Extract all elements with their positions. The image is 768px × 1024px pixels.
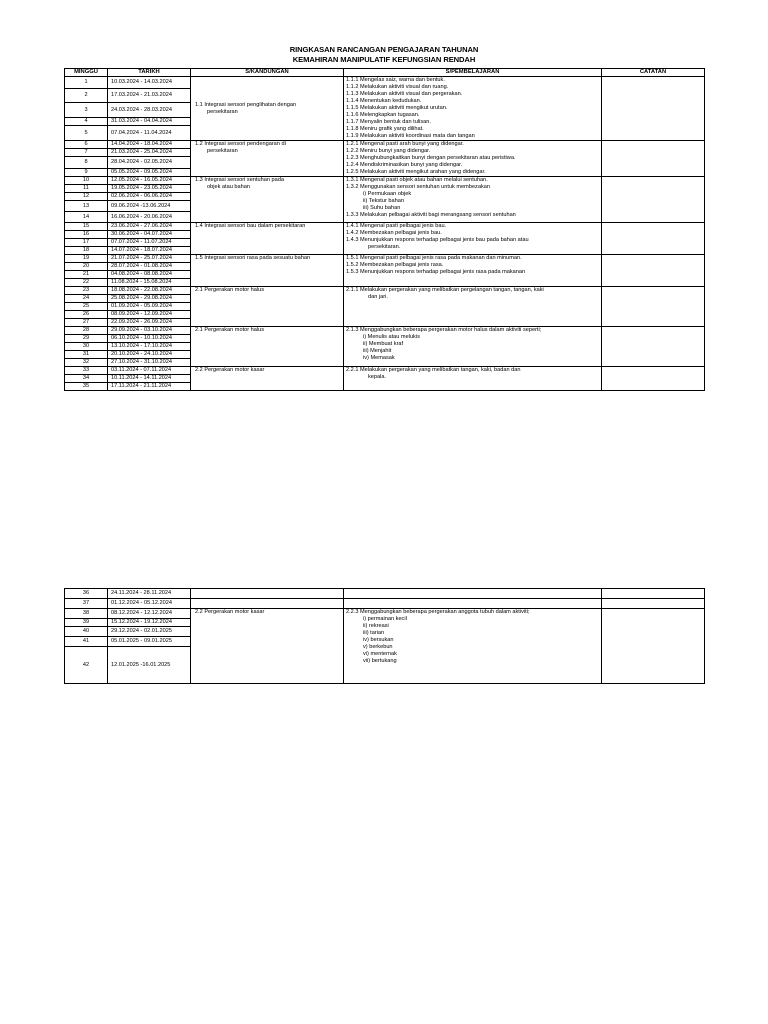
s-kandungan-text: 1.2 Integrasi sensori pendengaran di [195, 141, 286, 147]
s-pembelajaran-text: 2.2.3 Menggabungkan beberapa pergerakan anggota tubuh dalam aktiviti; [346, 609, 530, 615]
s-kandungan-text: 1.3 Integrasi sensori sentuhan pada [195, 177, 284, 183]
week-number-cell: 17 [65, 239, 108, 247]
date-range-cell: 14.04.2024 - 18.04.2024 [108, 141, 191, 149]
s-pembelajaran-text: 1.5.1 Mengenal pasti pelbagai jenis rasa pada makanan dan minuman. [346, 255, 522, 261]
s-kandungan-cell [191, 589, 344, 599]
week-number-cell: 18 [65, 247, 108, 255]
week-number-cell: 6 [65, 141, 108, 149]
table-row [65, 287, 705, 295]
week-number-cell: 13 [65, 201, 108, 212]
date-range-cell: 28.07.2024 - 01.08.2024 [108, 263, 191, 271]
s-kandungan-text: 2.1 Pergerakan motor halus [195, 287, 265, 293]
week-number-cell: 7 [65, 149, 108, 157]
header-catatan: CATATAN [602, 69, 705, 77]
s-pembelajaran-cell [344, 609, 602, 684]
week-number-cell: 26 [65, 311, 108, 319]
date-range-cell: 31.03.2024 - 04.04.2024 [108, 117, 191, 125]
s-kandungan-cell [191, 287, 344, 327]
week-number-cell: 31 [65, 351, 108, 359]
week-number-cell: 19 [65, 255, 108, 263]
s-pembelajaran-text: iv) Memasak [363, 355, 395, 361]
date-range-cell: 22.09.2024 - 26.09.2024 [108, 319, 191, 327]
date-range-cell: 24.03.2024 - 28.03.2024 [108, 103, 191, 118]
table-row [65, 327, 705, 335]
s-pembelajaran-text: 1.1.3 Melakukan aktiviti visual dan pergerakan. [346, 91, 463, 97]
s-kandungan-cell [191, 77, 344, 141]
week-number-cell: 28 [65, 327, 108, 335]
s-pembelajaran-text: 1.3.2 Menggunakan sensori sentuhan untuk membezakan [346, 184, 490, 190]
date-range-cell: 12.01.2025 -16.01.2025 [108, 647, 191, 684]
week-number-cell: 25 [65, 303, 108, 311]
date-range-cell: 07.07.2024 - 11.07.2024 [108, 239, 191, 247]
date-range-cell: 17.03.2024 - 21.03.2024 [108, 88, 191, 103]
s-pembelajaran-cell [344, 287, 602, 327]
catatan-cell [602, 327, 705, 367]
s-kandungan-cell [191, 609, 344, 684]
table-row [65, 177, 705, 185]
s-kandungan-cell [191, 177, 344, 223]
catatan-cell [602, 77, 705, 141]
s-pembelajaran-text: 1.2.5 Melakukan aktiviti mengikut arahan yang didengar. [346, 169, 486, 175]
date-range-cell: 13.10.2024 - 17.10.2024 [108, 343, 191, 351]
s-pembelajaran-cell [344, 589, 602, 599]
week-number-cell: 9 [65, 168, 108, 176]
s-pembelajaran-text: 1.4.3 Menunjukkan respons terhadap pelbagai jenis bau pada bahan atau [346, 237, 529, 243]
s-pembelajaran-cell [344, 367, 602, 391]
s-pembelajaran-text: 1.1.7 Menyalin bentuk dan tulisan. [346, 119, 431, 125]
s-pembelajaran-text: 2.2.1 Melakukan pergerakan yang melibatkan tangan, kaki, badan dan [346, 367, 521, 373]
s-kandungan-text: 1.4 Integrasi sensori bau dalam persekitaran [195, 223, 306, 229]
document-title-line-1: RINGKASAN RANCANGAN PENGAJARAN TAHUNAN [289, 45, 479, 54]
week-number-cell: 40 [65, 627, 108, 637]
date-range-cell: 06.10.2024 - 10.10.2024 [108, 335, 191, 343]
s-kandungan-text: 1.1 Integrasi sensori penglihatan dengan [195, 101, 297, 108]
s-pembelajaran-text: persekitaran. [368, 244, 401, 250]
s-pembelajaran-text: 1.1.2 Melakukan aktiviti visual dan ruang. [346, 84, 449, 90]
week-number-cell: 8 [65, 157, 108, 168]
date-range-cell: 21.03.2024 - 25.04.2024 [108, 149, 191, 157]
date-range-cell: 05.01.2025 - 09.01.2025 [108, 637, 191, 647]
date-range-cell: 01.09.2024 - 05.09.2024 [108, 303, 191, 311]
s-pembelajaran-text: iii) Menjahit [363, 348, 392, 354]
date-range-cell: 07.04.2024 - 11.04.2024 [108, 126, 191, 141]
week-number-cell: 41 [65, 637, 108, 647]
s-pembelajaran-text: 1.3.3 Melakukan pelbagai aktiviti bagi merangsang sensori sentuhan [346, 212, 516, 218]
table-row [65, 589, 705, 599]
date-range-cell: 23.06.2024 - 27.06.2024 [108, 223, 191, 231]
s-kandungan-cell [191, 599, 344, 609]
s-pembelajaran-text: iii) Suhu bahan [363, 205, 401, 211]
table-row [65, 609, 705, 619]
date-range-cell: 04.08.2024 - 08.08.2024 [108, 271, 191, 279]
week-number-cell: 14 [65, 212, 108, 223]
date-range-cell: 11.08.2024 - 15.08.2024 [108, 279, 191, 287]
s-pembelajaran-text: iii) tarian [363, 630, 385, 636]
date-range-cell: 02.06.2024 - 06.06.2024 [108, 193, 191, 201]
s-kandungan-cell [191, 327, 344, 367]
date-range-cell: 01.12.2024 - 05.12.2024 [108, 599, 191, 609]
week-number-cell: 2 [65, 88, 108, 103]
catatan-cell [602, 609, 705, 684]
week-number-cell: 34 [65, 375, 108, 383]
week-number-cell: 15 [65, 223, 108, 231]
date-range-cell: 05.05.2024 - 09.05.2024 [108, 168, 191, 176]
s-kandungan-cell [191, 223, 344, 255]
week-number-cell: 39 [65, 619, 108, 627]
date-range-cell: 29.12.2024 - 02.01.2025 [108, 627, 191, 637]
week-number-cell: 35 [65, 383, 108, 391]
s-pembelajaran-text: 1.2.4 Mendiskriminasikan bunyi yang didengar. [346, 162, 463, 168]
document-title-line-2: KEMAHIRAN MANIPULATIF KEFUNGSIAN RENDAH [292, 55, 476, 64]
week-number-cell: 32 [65, 359, 108, 367]
s-pembelajaran-text: 1.4.1 Mengenal pasti pelbagai jenis bau. [346, 223, 447, 229]
date-range-cell: 20.10.2024 - 24.10.2024 [108, 351, 191, 359]
s-kandungan-cell [191, 367, 344, 391]
date-range-cell: 19.05.2024 - 23.05.2024 [108, 185, 191, 193]
catatan-cell [602, 367, 705, 391]
s-kandungan-text: 2.2 Pergerakan motor kasar [195, 367, 265, 373]
s-pembelajaran-text: i) permainan kecil [363, 616, 407, 622]
catatan-cell [602, 599, 705, 609]
week-number-cell: 21 [65, 271, 108, 279]
table-row [65, 223, 705, 231]
date-range-cell: 17.11.2024 - 21.11.2024 [108, 383, 191, 391]
s-pembelajaran-cell [344, 255, 602, 287]
date-range-cell: 28.04.2024 - 02.05.2024 [108, 157, 191, 168]
date-range-cell: 18.08.2024 - 22.08.2024 [108, 287, 191, 295]
date-range-cell: 10.03.2024 - 14.03.2024 [108, 77, 191, 89]
s-pembelajaran-text: v) berkebun [363, 644, 393, 650]
s-pembelajaran-text: 1.1.5 Melakukan aktiviti mengikut urutan. [346, 105, 448, 111]
s-kandungan-text: 2.1 Pergerakan motor halus [195, 327, 265, 333]
week-number-cell: 16 [65, 231, 108, 239]
date-range-cell: 27.10.2024 - 31.10.2024 [108, 359, 191, 367]
week-number-cell: 22 [65, 279, 108, 287]
s-kandungan-text: 1.5 Integrasi sensori rasa pada sesuatu bahan [195, 255, 311, 261]
header-minggu: MINGGU [65, 69, 108, 77]
date-range-cell: 08.09.2024 - 12.09.2024 [108, 311, 191, 319]
s-pembelajaran-cell [344, 141, 602, 177]
s-pembelajaran-text: 1.2.2 Meniru bunyi yang didengar. [346, 148, 431, 154]
catatan-cell [602, 223, 705, 255]
s-pembelajaran-text: 1.5.3 Menunjukkan respons terhadap pelbagai jenis rasa pada makanan [346, 269, 526, 275]
table-row [65, 367, 705, 375]
s-pembelajaran-text: ii) Membuat kraf [363, 341, 404, 347]
catatan-cell [602, 287, 705, 327]
s-pembelajaran-text: 1.1.8 Meniru grafik yang dilihat. [346, 126, 424, 132]
date-range-cell: 08.12.2024 - 12.12.2024 [108, 609, 191, 619]
week-number-cell: 23 [65, 287, 108, 295]
date-range-cell: 12.05.2024 - 16.05.2024 [108, 177, 191, 185]
table-row [65, 599, 705, 609]
date-range-cell: 21.07.2024 - 25.07.2024 [108, 255, 191, 263]
s-pembelajaran-text: 1.1.9 Melakukan aktiviti koordinasi mata dan tangan [346, 133, 475, 139]
s-pembelajaran-text: 1.5.2 Membezakan pelbagai jenis rasa. [346, 262, 444, 268]
s-pembelajaran-text: kepala. [368, 374, 387, 380]
week-number-cell: 27 [65, 319, 108, 327]
header-s-pembelajaran: S/PEMBELAJARAN [344, 69, 602, 77]
s-pembelajaran-text: 1.2.1 Mengenal pasti arah bunyi yang didengar. [346, 141, 464, 147]
s-pembelajaran-text: 2.1.3 Menggabungkan beberapa pergerakan motor halus dalam aktiviti seperti; [346, 327, 542, 333]
s-pembelajaran-cell [344, 177, 602, 223]
s-pembelajaran-text: iv) bersukan [363, 637, 394, 643]
week-number-cell: 1 [65, 77, 108, 89]
week-number-cell: 29 [65, 335, 108, 343]
s-pembelajaran-text: ii) rekreasi [363, 623, 389, 629]
date-range-cell: 15.12.2024 - 19.12.2024 [108, 619, 191, 627]
s-pembelajaran-text: 1.1.6 Melengkapkan tugasan. [346, 112, 420, 118]
week-number-cell: 3 [65, 103, 108, 118]
week-number-cell: 33 [65, 367, 108, 375]
s-kandungan-cell [191, 255, 344, 287]
s-pembelajaran-text: 1.1.1 Mengelas saiz, warna dan bentuk. [346, 77, 445, 83]
s-pembelajaran-text: vi) menternak [363, 651, 397, 657]
week-number-cell: 30 [65, 343, 108, 351]
date-range-cell: 25.08.2024 - 29.08.2024 [108, 295, 191, 303]
week-number-cell: 10 [65, 177, 108, 185]
week-number-cell: 20 [65, 263, 108, 271]
s-pembelajaran-text: 2.1.1 Melakukan pergerakan yang melibatkan pergelangan tangan, tangan, kaki [346, 287, 544, 293]
catatan-cell [602, 177, 705, 223]
catatan-cell [602, 589, 705, 599]
table-header-row [65, 69, 705, 77]
week-number-cell: 37 [65, 599, 108, 609]
date-range-cell: 10.11.2024 - 14.11.2024 [108, 375, 191, 383]
s-kandungan-text: persekitaran [207, 148, 238, 154]
s-kandungan-text: persekitaran [207, 108, 238, 115]
s-pembelajaran-text: 1.2.3 Menghubungkaitkan bunyi dengan persekitaran atau peristiwa. [346, 155, 516, 161]
date-range-cell: 29.09.2024 - 03.10.2024 [108, 327, 191, 335]
week-number-cell: 36 [65, 589, 108, 599]
s-pembelajaran-text: ii) Tekstur bahan [363, 198, 404, 204]
s-kandungan-text: objek atau bahan [207, 184, 250, 190]
s-pembelajaran-cell [344, 599, 602, 609]
plan-table-page-2 [64, 588, 705, 684]
table-row [65, 77, 705, 89]
s-kandungan-text: 2.2 Pergerakan motor kasar [195, 609, 265, 615]
date-range-cell: 09.06.2024 -13.06.2024 [108, 201, 191, 212]
table-row [65, 141, 705, 149]
week-number-cell: 5 [65, 126, 108, 141]
s-pembelajaran-cell [344, 223, 602, 255]
table-row [65, 255, 705, 263]
s-pembelajaran-text: vii) bertukang [363, 658, 397, 664]
s-pembelajaran-text: dan jari. [368, 294, 388, 300]
week-number-cell: 38 [65, 609, 108, 619]
s-pembelajaran-text: 1.1.4 Menentukan kedudukan. [346, 98, 422, 104]
s-pembelajaran-cell [344, 77, 602, 141]
date-range-cell: 24.11.2024 - 28.11.2024 [108, 589, 191, 599]
date-range-cell: 03.11.2024 - 07.11.2024 [108, 367, 191, 375]
s-pembelajaran-cell [344, 327, 602, 367]
s-pembelajaran-text: i) Permukaan objek [363, 191, 412, 197]
week-number-cell: 11 [65, 185, 108, 193]
header-s-kandungan: S/KANDUNGAN [191, 69, 344, 77]
date-range-cell: 30.06.2024 - 04.07.2024 [108, 231, 191, 239]
date-range-cell: 14.07.2024 - 18.07.2024 [108, 247, 191, 255]
s-pembelajaran-text: 1.3.1 Mengenal pasti objek atau bahan melalui sentuhan. [346, 177, 488, 183]
catatan-cell [602, 255, 705, 287]
catatan-cell [602, 141, 705, 177]
plan-table-page-1 [64, 68, 705, 391]
s-kandungan-cell [191, 141, 344, 177]
week-number-cell: 24 [65, 295, 108, 303]
week-number-cell: 12 [65, 193, 108, 201]
date-range-cell: 16.06.2024 - 20.06.2024 [108, 212, 191, 223]
s-pembelajaran-text: 1.4.2 Membezakan pelbagai jenis bau. [346, 230, 442, 236]
week-number-cell: 4 [65, 117, 108, 125]
header-tarikh: TARIKH [108, 69, 191, 77]
week-number-cell: 42 [65, 647, 108, 684]
s-pembelajaran-text: i) Menulis atau melukis [363, 334, 420, 340]
